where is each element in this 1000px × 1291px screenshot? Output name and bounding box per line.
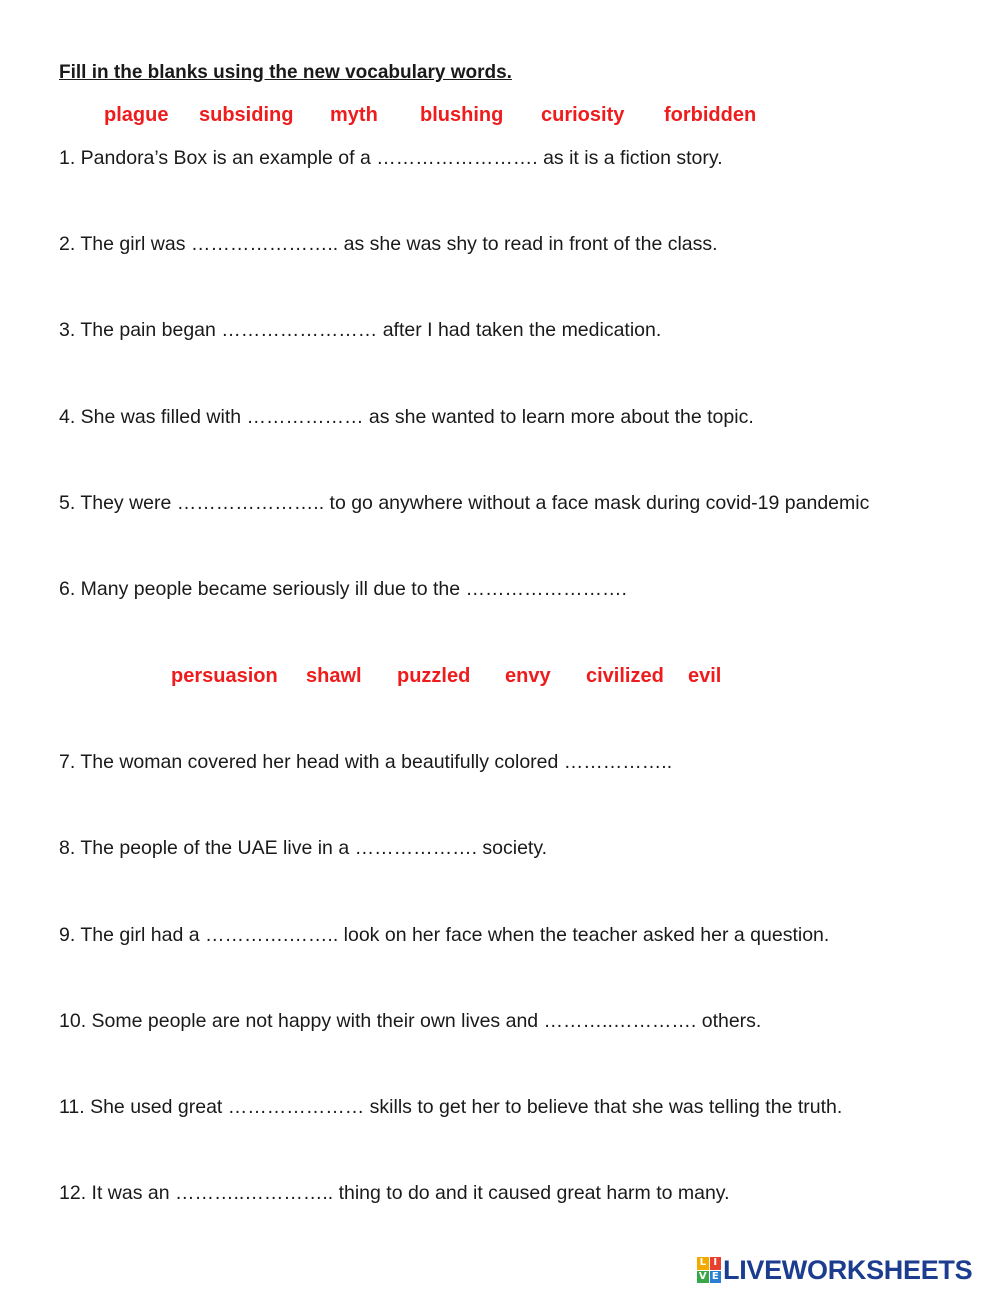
word-bank-item: forbidden (664, 104, 757, 126)
question-9: 9. The girl had a ………….…….. look on her face when the teacher asked her a question. (59, 924, 830, 946)
word-bank-item: subsiding (199, 104, 294, 126)
logo-text: LIVEWORKSHEETS (723, 1254, 973, 1285)
word-bank-item: envy (505, 665, 551, 687)
liveworksheets-logo-icon: L I V E (697, 1257, 721, 1283)
question-4: 4. She was filled with ……………… as she wanted to learn more about the topic. (59, 406, 754, 428)
liveworksheets-logo (697, 1256, 972, 1284)
question-11: 11. She used great ………………… skills to get her to believe that she was telling the truth. (59, 1096, 843, 1118)
word-bank-item: shawl (306, 665, 362, 687)
question-8: 8. The people of the UAE live in a ………………. society. (59, 837, 548, 859)
question-12: 12. It was an ………..………….. thing to do and it caused great harm to many. (59, 1182, 730, 1204)
word-bank-item: myth (330, 104, 378, 126)
question-5: 5. They were ………………….. to go anywhere without a face mask during covid-19 pandemic (59, 492, 870, 514)
word-bank-item: civilized (586, 665, 664, 687)
question-2: 2. The girl was ………………….. as she was shy to read in front of the class. (59, 233, 718, 255)
word-bank-item: curiosity (541, 104, 625, 126)
question-3: 3. The pain began …………………… after I had taken the medication. (59, 319, 662, 341)
question-7: 7. The woman covered her head with a beautifully colored …………….. (59, 751, 673, 773)
worksheet-instructions: Fill in the blanks using the new vocabulary words. (59, 62, 512, 83)
word-bank-item: puzzled (397, 665, 471, 687)
question-6: 6. Many people became seriously ill due to the ……………………. (59, 578, 627, 600)
word-bank-item: plague (104, 104, 169, 126)
word-bank-item: blushing (420, 104, 504, 126)
question-1: 1. Pandora’s Box is an example of a ……………………. as it is a fiction story. (59, 147, 723, 169)
question-10: 10. Some people are not happy with their own lives and ………..…………. others. (59, 1010, 762, 1032)
word-bank-item: evil (688, 665, 722, 687)
word-bank-item: persuasion (171, 665, 278, 687)
